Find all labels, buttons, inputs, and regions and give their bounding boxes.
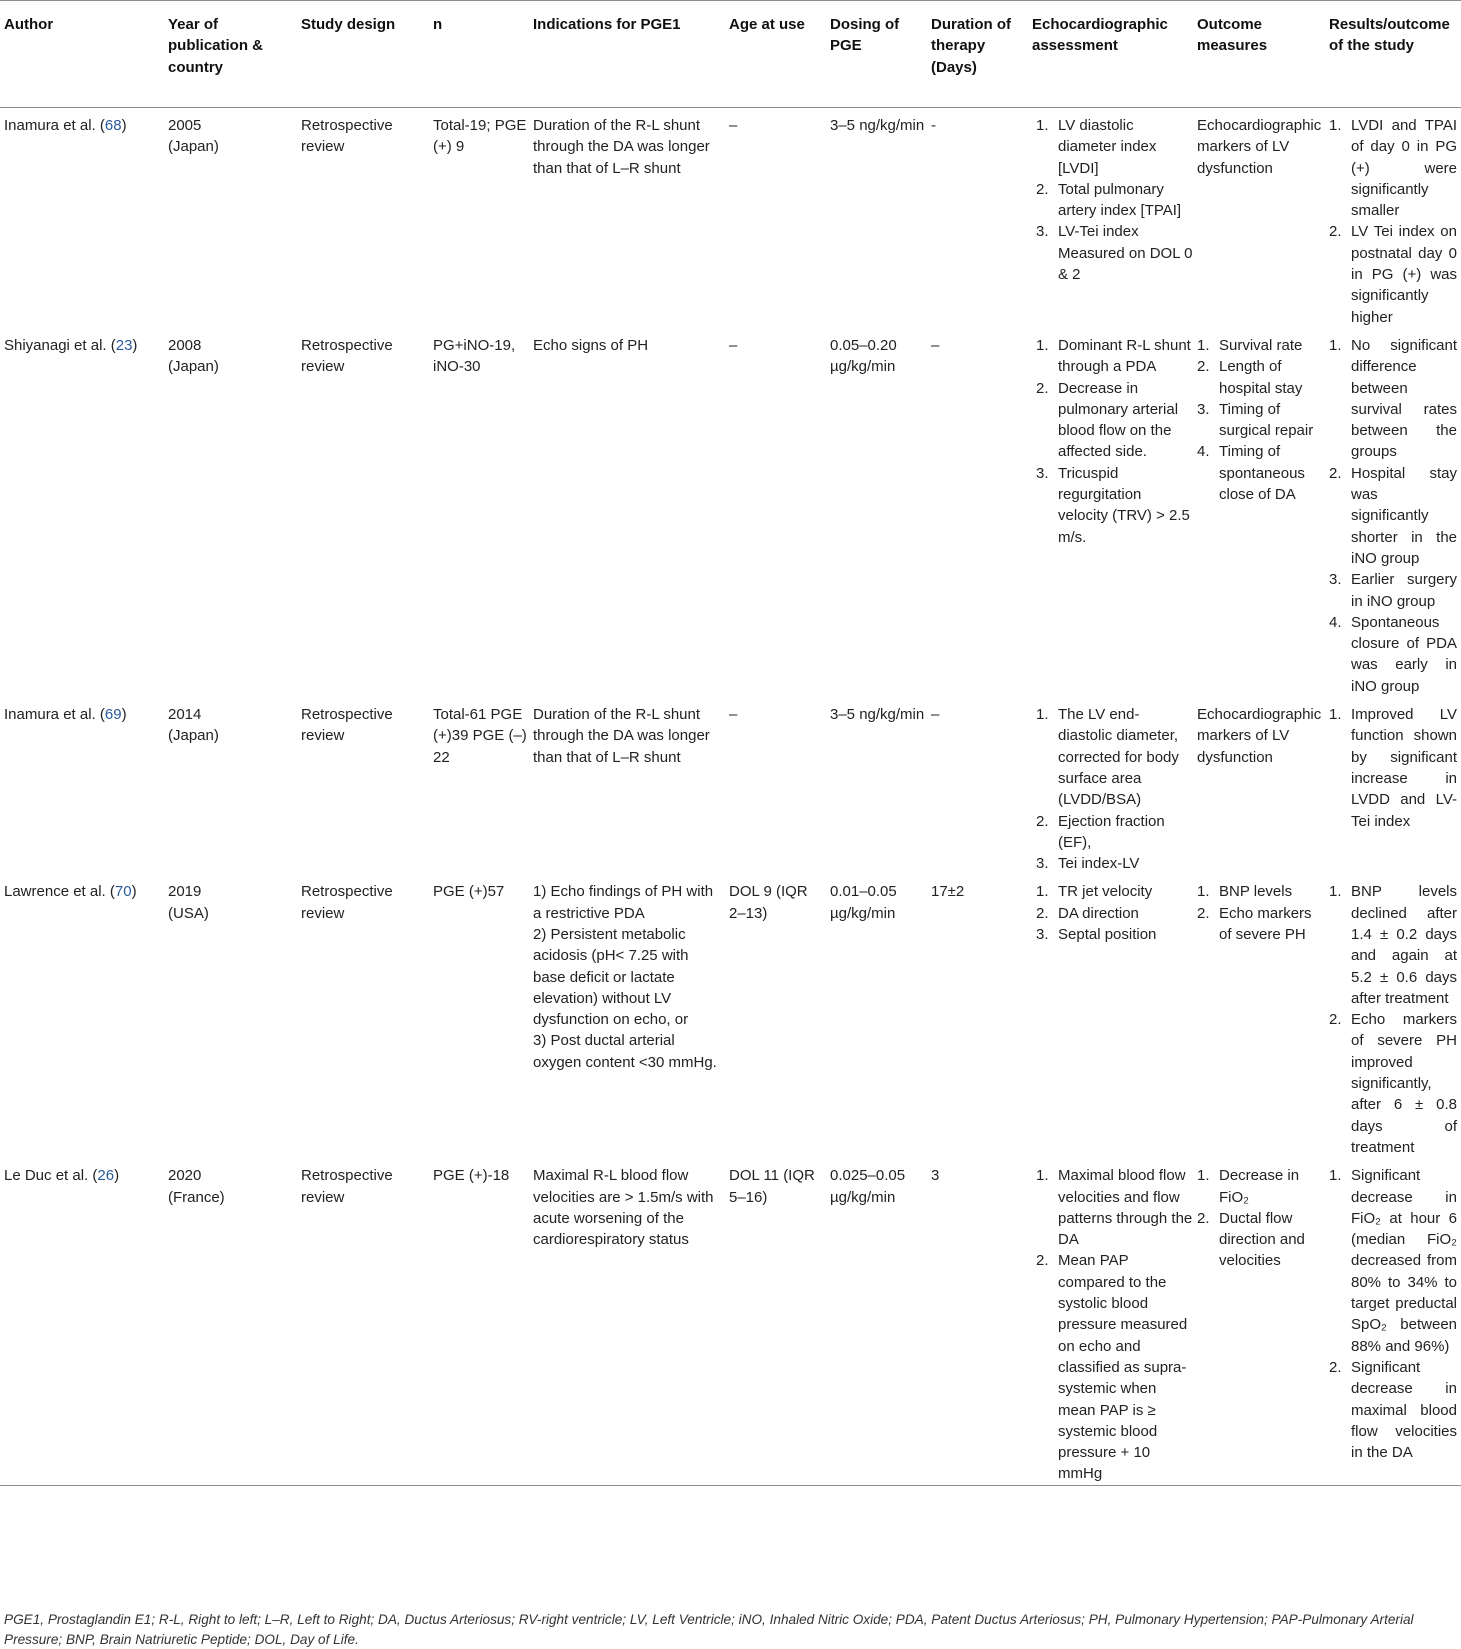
reference-link[interactable]: 23	[115, 336, 133, 354]
cell-study-design: Retrospective review	[301, 336, 393, 376]
column-header-author: Author	[4, 16, 54, 33]
author-ref-close: )	[131, 883, 137, 901]
list-item-text: Significant decrease in FiO₂ at hour 6 (median FiO₂ decreased from 80% to 34% to target preductal SpO₂ between 88% and 96%)	[1351, 1167, 1457, 1355]
publication-country: (Japan)	[168, 358, 219, 376]
column-header-duration: Duration of therapy (Days)	[931, 16, 1011, 76]
list-item-text: BNP levels declined after 1.4 ± 0.2 days and again at 5.2 ± 0.6 days after treatment	[1351, 883, 1457, 1007]
list-item-text: Total pulmonary artery index [TPAI]	[1058, 180, 1182, 220]
cell-age: DOL 11 (IQR 5–16)	[729, 1167, 815, 1206]
indication-line: 2) Persistent metabolic acidosis (pH< 7.25 with base deficit or lactate elevation) without LV dysfunction on echo, or	[533, 925, 689, 1029]
list-number: 3.	[1036, 464, 1049, 482]
list-item	[1329, 1009, 1457, 1158]
list-number: 2.	[1036, 379, 1049, 397]
list-item-text: Tei index-LV	[1058, 855, 1140, 873]
cell-dosing: 0.01–0.05 µg/kg/min	[830, 883, 897, 922]
outcome-line: Echocardiographic markers of LV dysfunction	[1197, 117, 1322, 177]
table-row	[0, 874, 1461, 1158]
outcome-list	[1197, 1165, 1325, 1271]
echo-list	[1036, 115, 1193, 285]
reference-link[interactable]: 70	[114, 883, 132, 901]
list-item	[1329, 463, 1457, 569]
list-item	[1036, 704, 1193, 810]
column-header-n: n	[433, 16, 443, 33]
publication-year: 2005	[168, 117, 202, 134]
list-number: 4.	[1197, 443, 1210, 461]
list-number: 1.	[1329, 706, 1342, 724]
list-item	[1329, 335, 1457, 463]
list-item-text: Maximal blood flow velocities and flow patterns through the DA	[1058, 1167, 1193, 1249]
list-number: 2.	[1036, 904, 1049, 922]
column-header-year-country: Year of publication & country	[168, 16, 263, 76]
list-item-text: Septal position	[1058, 925, 1157, 943]
list-number: 2.	[1197, 1209, 1210, 1227]
list-item	[1197, 356, 1325, 399]
list-number: 2.	[1329, 1358, 1342, 1376]
table-row	[0, 697, 1461, 874]
reference-link[interactable]: 68	[104, 117, 122, 134]
cell-duration: –	[931, 336, 940, 354]
publication-year: 2008	[168, 336, 202, 354]
list-item-text: Decrease in FiO₂	[1219, 1167, 1300, 1206]
cell-year-country	[168, 1158, 301, 1485]
list-number: 3.	[1036, 925, 1049, 943]
table-row	[0, 1158, 1461, 1485]
publication-country: (Japan)	[168, 727, 219, 745]
column-header-study-design: Study design	[301, 16, 396, 33]
list-item-text: LV diastolic diameter index [LVDI]	[1058, 117, 1157, 177]
list-item-text: BNP levels	[1219, 883, 1293, 901]
cell-indications	[533, 328, 729, 697]
list-item-text: LVDI and TPAI of day 0 in PG (+) were significantly smaller	[1351, 117, 1457, 220]
publication-country: (France)	[168, 1188, 225, 1206]
author-ref-close: )	[114, 1167, 120, 1185]
cell-age: –	[729, 117, 738, 134]
column-header-outcomes: Outcome measures	[1197, 16, 1268, 55]
column-header-indications: Indications for PGE1	[533, 16, 681, 33]
column-header-dosing: Dosing of PGE	[830, 16, 900, 55]
list-item-text: Echo markers of severe PH improved significantly, after 6 ± 0.8 days of treatment	[1351, 1011, 1457, 1156]
reference-link[interactable]: 69	[104, 706, 122, 724]
list-item-text: Length of hospital stay	[1219, 358, 1303, 397]
cell-echo-assessment	[1032, 874, 1197, 1158]
list-item-text: Improved LV function shown by significant increase in LVDD and LV-Tei index	[1351, 706, 1457, 830]
list-item	[1197, 441, 1325, 505]
list-number: 3.	[1197, 400, 1210, 418]
cell-n: PG+iNO-19, iNO-30	[433, 336, 516, 376]
list-item	[1329, 1165, 1457, 1357]
list-item	[1329, 704, 1457, 832]
list-item	[1197, 399, 1325, 442]
list-item-text: The LV end-diastolic diameter, corrected for body surface area (LVDD/BSA)	[1058, 706, 1179, 809]
cell-indications	[533, 697, 729, 874]
list-item	[1036, 335, 1193, 378]
results-list	[1329, 1165, 1457, 1463]
list-item-text: Mean PAP compared to the systolic blood pressure measured on echo and classified as supra-systemic when mean PAP is ≥ systemic blood pressure + 10 mmHg	[1058, 1252, 1188, 1483]
cell-echo-assessment	[1032, 1158, 1197, 1485]
list-item	[1197, 903, 1325, 946]
cell-age: –	[729, 706, 738, 724]
list-item	[1036, 903, 1193, 924]
author-name: Shiyanagi et al. (	[4, 336, 116, 354]
outcome	[1197, 704, 1325, 768]
list-item-text: TR jet velocity	[1058, 883, 1153, 901]
cell-outcome-measures	[1197, 108, 1329, 328]
list-number: 2.	[1197, 904, 1210, 922]
cell-duration: 3	[931, 1167, 940, 1185]
publication-country: (USA)	[168, 904, 209, 922]
indication-line: 3) Post ductal arterial oxygen content <30 mmHg.	[533, 1032, 717, 1071]
list-number: 1.	[1329, 336, 1342, 354]
list-number: 2.	[1036, 1252, 1049, 1270]
list-number: 1.	[1197, 336, 1210, 354]
list-number: 2.	[1329, 464, 1342, 482]
author-name: Inamura et al. (	[4, 706, 105, 724]
list-number: 3.	[1036, 855, 1049, 873]
echo-list	[1036, 704, 1193, 874]
cell-author	[0, 328, 168, 697]
cell-outcome-measures	[1197, 1158, 1329, 1485]
cell-age: DOL 9 (IQR 2–13)	[729, 883, 808, 922]
cell-dosing: 0.05–0.20 µg/kg/min	[830, 336, 897, 376]
cell-n: Total-61 PGE (+)39 PGE (–) 22	[433, 706, 527, 766]
author-ref-close: )	[121, 117, 127, 134]
list-number: 1.	[1329, 117, 1342, 134]
cell-outcome-measures	[1197, 697, 1329, 874]
list-item-text: Spontaneous closure of PDA was early in iNO group	[1351, 613, 1457, 695]
list-item	[1197, 335, 1325, 356]
list-item	[1329, 612, 1457, 697]
indication	[533, 1165, 725, 1250]
list-item	[1197, 1165, 1325, 1208]
list-item	[1036, 811, 1193, 854]
cell-study-design: Retrospective review	[301, 883, 393, 922]
indication	[533, 115, 725, 179]
cell-dosing: 3–5 ng/kg/min	[830, 706, 925, 724]
list-number: 2.	[1036, 180, 1049, 198]
cell-n: PGE (+)57	[433, 883, 505, 901]
cell-results	[1329, 1158, 1461, 1485]
results-list	[1329, 115, 1457, 328]
list-item-text: LV-Tei index Measured on DOL 0 & 2	[1058, 223, 1193, 284]
list-number: 1.	[1036, 336, 1049, 354]
list-item-text: Ductal flow direction and velocities	[1219, 1209, 1305, 1270]
cell-results	[1329, 108, 1461, 328]
author-ref-close: )	[121, 706, 127, 724]
cell-indications	[533, 1158, 729, 1485]
publication-country: (Japan)	[168, 138, 219, 156]
cell-outcome-measures	[1197, 328, 1329, 697]
cell-year-country	[168, 328, 301, 697]
list-item	[1036, 881, 1193, 902]
list-item	[1036, 924, 1193, 945]
cell-age: –	[729, 336, 738, 354]
list-item	[1036, 1250, 1193, 1484]
cell-study-design: Retrospective review	[301, 1167, 393, 1206]
author-name: Lawrence et al. (	[4, 883, 115, 901]
cell-echo-assessment	[1032, 108, 1197, 328]
list-item-text: Earlier surgery in iNO group	[1351, 571, 1457, 610]
cell-echo-assessment	[1032, 697, 1197, 874]
list-item	[1036, 1165, 1193, 1250]
list-number: 1.	[1036, 706, 1049, 724]
list-item	[1036, 179, 1193, 222]
cell-outcome-measures	[1197, 874, 1329, 1158]
cell-author	[0, 108, 168, 328]
outcome	[1197, 115, 1325, 179]
list-item-text: Hospital stay was significantly shorter in the iNO group	[1351, 464, 1457, 567]
list-item-text: Dominant R-L shunt through a PDA	[1058, 336, 1191, 376]
list-number: 3.	[1036, 223, 1049, 241]
list-number: 1.	[1036, 1167, 1049, 1185]
list-item	[1329, 1357, 1457, 1463]
indication-line: Duration of the R-L shunt through the DA was longer than that of L–R shunt	[533, 117, 710, 177]
list-item-text: Significant decrease in maximal blood flow velocities in the DA	[1351, 1358, 1457, 1462]
cell-author	[0, 874, 168, 1158]
author-name: Inamura et al. (	[4, 117, 105, 134]
list-item	[1329, 221, 1457, 327]
list-item	[1036, 221, 1193, 285]
cell-author	[0, 1158, 168, 1485]
indication-line: Duration of the R-L shunt through the DA was longer than that of L–R shunt	[533, 706, 710, 766]
cell-n: PGE (+)-18	[433, 1167, 510, 1185]
outcome-list	[1197, 335, 1325, 505]
list-item	[1036, 463, 1193, 548]
cell-author	[0, 697, 168, 874]
list-number: 1.	[1036, 117, 1049, 134]
list-number: 2.	[1329, 223, 1342, 241]
cell-study-design: Retrospective review	[301, 706, 393, 745]
cell-indications	[533, 108, 729, 328]
cell-duration: –	[931, 706, 940, 724]
list-item-text: Timing of spontaneous close of DA	[1219, 443, 1305, 504]
indication-line: Echo signs of PH	[533, 336, 649, 354]
list-item	[1329, 115, 1457, 221]
list-item-text: Timing of surgical repair	[1219, 400, 1314, 440]
list-item-text: Decrease in pulmonary arterial blood flow on the affected side.	[1058, 379, 1179, 461]
reference-link[interactable]: 26	[97, 1167, 115, 1185]
indication-line: Maximal R-L blood flow velocities are > 1.5m/s with acute worsening of the cardiorespiratory status	[533, 1167, 714, 1249]
list-item-text: DA direction	[1058, 904, 1139, 922]
cell-study-design: Retrospective review	[301, 117, 393, 156]
list-item	[1036, 853, 1193, 874]
list-number: 1.	[1036, 883, 1049, 901]
cell-n: Total-19; PGE (+) 9	[433, 117, 527, 156]
list-item-text: Echo markers of severe PH	[1219, 904, 1312, 943]
author-ref-close: )	[132, 336, 138, 354]
column-header-echo: Echocardiographic assessment	[1032, 16, 1168, 55]
cell-results	[1329, 874, 1461, 1158]
echo-list	[1036, 335, 1193, 548]
list-number: 2.	[1036, 812, 1049, 830]
cell-duration: -	[931, 117, 936, 134]
outcome-list	[1197, 881, 1325, 945]
results-list	[1329, 704, 1457, 832]
column-header-results: Results/outcome of the study	[1329, 16, 1450, 55]
results-list	[1329, 335, 1457, 697]
list-number: 2.	[1329, 1011, 1342, 1029]
indication-line: 1) Echo findings of PH with a restrictive PDA	[533, 883, 714, 922]
indication	[533, 881, 725, 1073]
cell-results	[1329, 328, 1461, 697]
list-item	[1329, 881, 1457, 1009]
list-item	[1036, 115, 1193, 179]
list-number: 1.	[1329, 883, 1342, 901]
table-row	[0, 328, 1461, 697]
echo-list	[1036, 881, 1193, 945]
publication-year: 2020	[168, 1167, 202, 1185]
outcome-line: Echocardiographic markers of LV dysfunction	[1197, 706, 1322, 766]
cell-dosing: 3–5 ng/kg/min	[830, 117, 925, 134]
list-item-text: Survival rate	[1219, 336, 1303, 354]
list-number: 3.	[1329, 571, 1342, 589]
table-header-row	[0, 1, 1461, 108]
list-number: 4.	[1329, 613, 1342, 631]
table-footnote: PGE1, Prostaglandin E1; R-L, Right to left; L–R, Left to Right; DA, Ductus Arteriosus; RV-right ventricle; LV, Left Ventricle; iNO, Inhaled Nitric Oxide; PDA, Patent Ductus Arteriosus; PH, Pulmonary Hypertension; PAP-Pulmonary Arterial Pressure; BNP, Brain Natriuretic Peptide; DOL, Day of Life.	[4, 1612, 1414, 1647]
table-body	[0, 108, 1461, 1486]
table-row	[0, 108, 1461, 328]
echo-list	[1036, 1165, 1193, 1484]
list-item-text: Ejection fraction (EF),	[1058, 812, 1165, 851]
publication-year: 2019	[168, 883, 202, 901]
list-item	[1329, 569, 1457, 612]
publication-year: 2014	[168, 706, 202, 724]
list-item-text: No significant difference between survival rates between the groups	[1351, 336, 1457, 461]
list-item-text: Tricuspid regurgitation velocity (TRV) > 2.5 m/s.	[1058, 464, 1190, 546]
results-list	[1329, 881, 1457, 1158]
author-name: Le Duc et al. (	[4, 1167, 98, 1185]
cell-echo-assessment	[1032, 328, 1197, 697]
list-item	[1197, 881, 1325, 902]
list-number: 1.	[1329, 1167, 1342, 1185]
cell-year-country	[168, 697, 301, 874]
list-item	[1036, 378, 1193, 463]
cell-results	[1329, 697, 1461, 874]
indication	[533, 335, 725, 356]
cell-duration: 17±2	[931, 883, 965, 901]
list-number: 1.	[1197, 883, 1210, 901]
column-header-age: Age at use	[729, 16, 805, 33]
indication	[533, 704, 725, 768]
list-number: 2.	[1197, 358, 1210, 376]
list-number: 1.	[1197, 1167, 1210, 1185]
list-item-text: LV Tei index on postnatal day 0 in PG (+) was significantly higher	[1351, 223, 1457, 326]
cell-year-country	[168, 108, 301, 328]
list-item	[1197, 1208, 1325, 1272]
cell-dosing: 0.025–0.05 µg/kg/min	[830, 1167, 906, 1206]
cell-year-country	[168, 874, 301, 1158]
cell-indications	[533, 874, 729, 1158]
